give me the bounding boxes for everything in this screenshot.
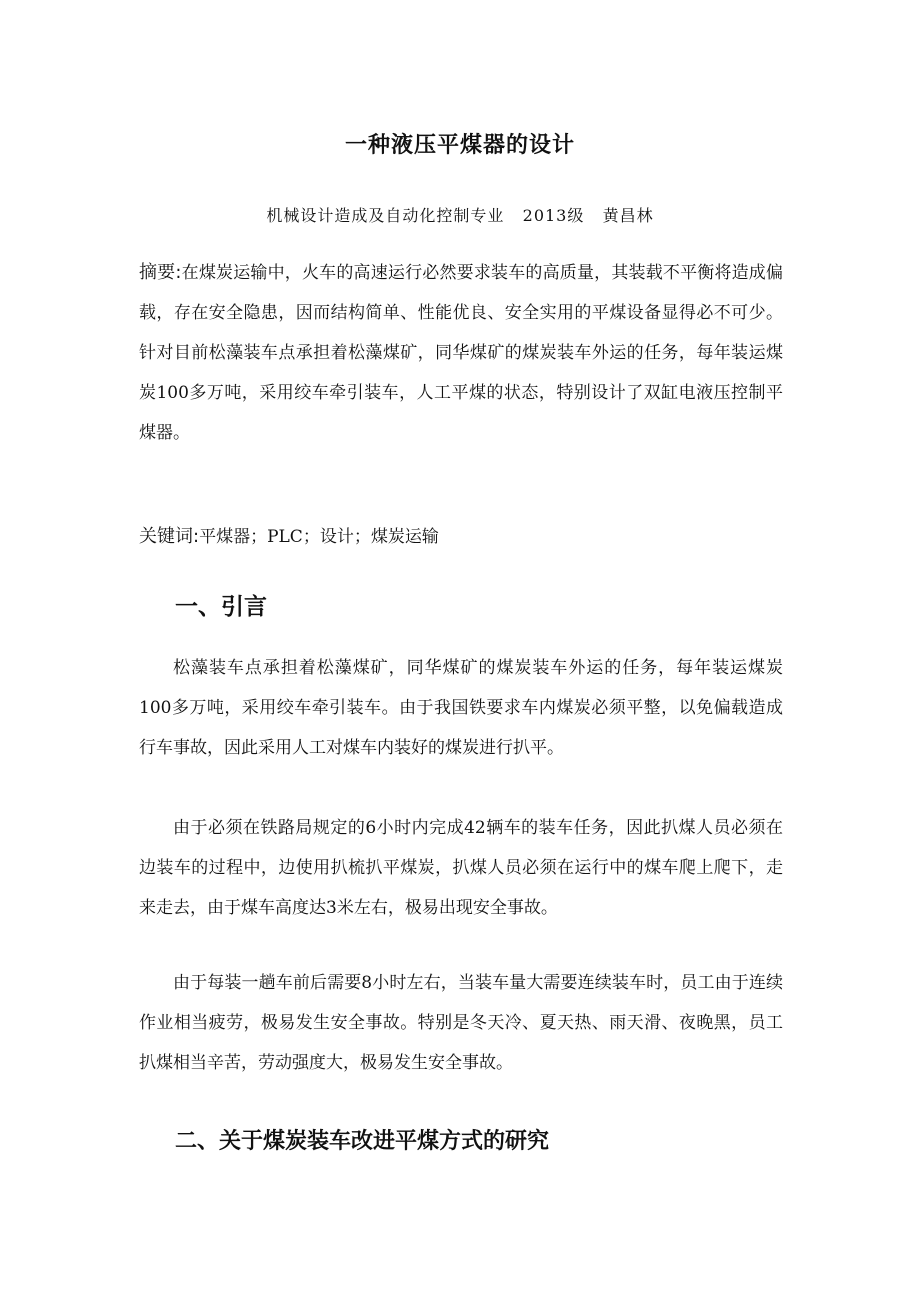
section-heading-research: 二、关于煤炭装车改进平煤方式的研究 <box>175 1129 550 1154</box>
intro-paragraph-3: 由于每装一趟车前后需要8小时左右，当装车量大需要连续装车时，员工由于连续作业相当疲劳，极易发生安全事故。特别是冬天冷、夏天热、雨天滑、夜晚黑，员工扒煤相当辛苦，劳动强度大，极易发生安全事故。 <box>139 973 783 1073</box>
abstract-text: 在煤炭运输中，火车的高速运行必然要求装车的高质量，其装载不平衡将造成偏载，存在安全隐患，因而结构简单、性能优良、安全实用的平煤设备显得必不可少。针对目前松藻装车点承担着松藻煤矿，同华煤矿的煤炭装车外运的任务，每年装运煤炭100多万吨，采用绞车牵引装车，人工平煤的状态，特别设计了双缸电液压控制平煤器。 <box>139 263 783 443</box>
author-byline: 机械设计造成及自动化控制专业 2013级 黄昌林 <box>266 206 654 225</box>
abstract-label: 摘要: <box>139 262 182 283</box>
keywords <box>139 522 439 548</box>
keywords-label: 关键词: <box>139 526 200 547</box>
section-heading-introduction: 一、引言 <box>175 594 267 620</box>
page-title: 一种液压平煤器的设计 <box>344 133 575 158</box>
intro-paragraph-2: 由于必须在铁路局规定的6小时内完成42辆车的装车任务，因此扒煤人员必须在边装车的过程中，边使用扒梳扒平煤炭，扒煤人员必须在运行中的煤车爬上爬下，走来走去，由于煤车高度达3米左右，极易出现安全事故。 <box>139 818 783 918</box>
abstract <box>139 253 783 453</box>
keywords-text: 平煤器；PLC；设计；煤炭运输 <box>199 527 439 547</box>
intro-paragraph-1: 松藻装车点承担着松藻煤矿，同华煤矿的煤炭装车外运的任务，每年装运煤炭100多万吨，采用绞车牵引装车。由于我国铁要求车内煤炭必须平整，以免偏载造成行车事故，因此采用人工对煤车内装好的煤炭进行扒平。 <box>139 658 783 758</box>
